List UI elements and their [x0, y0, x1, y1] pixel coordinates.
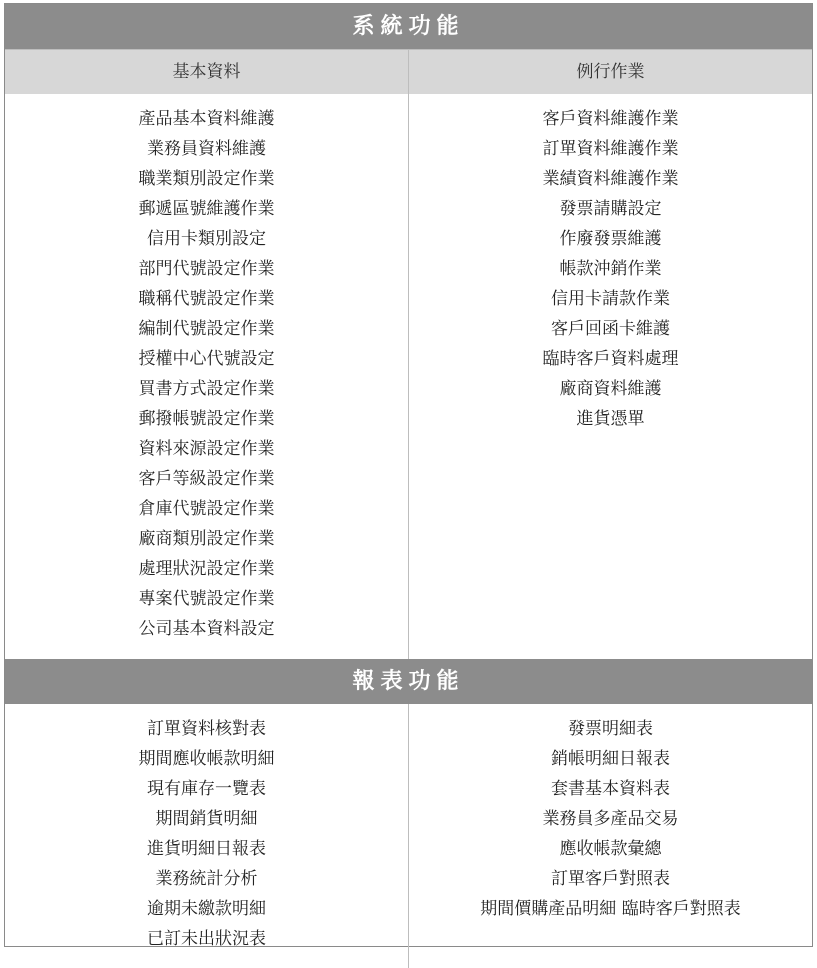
routine-operations-header: 例行作業 — [408, 50, 812, 94]
function-menu-table — [4, 3, 813, 947]
menu-item-link[interactable]: 產品基本資料維護 — [138, 109, 275, 129]
menu-item-link[interactable]: 信用卡類別設定 — [147, 229, 266, 249]
report-list-right — [408, 704, 812, 968]
system-column-headers — [5, 49, 812, 94]
menu-item-link[interactable]: 部門代號設定作業 — [138, 259, 275, 279]
menu-item-link[interactable]: 客戶資料維護作業 — [542, 109, 679, 129]
menu-item-link[interactable]: 發票明細表 — [568, 719, 653, 739]
menu-item-link[interactable]: 郵遞區號維護作業 — [138, 199, 275, 219]
menu-item-link[interactable]: 期間銷貨明細 — [155, 809, 258, 829]
routine-operations-list — [408, 94, 812, 659]
menu-item-link[interactable]: 業務員多產品交易 — [542, 809, 679, 829]
menu-item-link[interactable]: 逾期未繳款明細 — [147, 899, 266, 919]
menu-item-link[interactable]: 應收帳款彙總 — [559, 839, 662, 859]
menu-item-link[interactable]: 業績資料維護作業 — [542, 169, 679, 189]
menu-item-link[interactable]: 授權中心代號設定 — [138, 349, 275, 369]
menu-item-link[interactable]: 廠商資料維護 — [559, 379, 662, 399]
menu-item-link[interactable]: 套書基本資料表 — [551, 779, 670, 799]
system-functions-body — [5, 94, 812, 659]
menu-item-link[interactable]: 客戶等級設定作業 — [138, 469, 275, 489]
menu-item-link[interactable]: 職稱代號設定作業 — [138, 289, 275, 309]
menu-item-link[interactable]: 客戶回函卡維護 — [551, 319, 670, 339]
menu-item-link[interactable]: 期間應收帳款明細 — [138, 749, 275, 769]
menu-item-link[interactable]: 作廢發票維護 — [559, 229, 662, 249]
menu-item-link[interactable]: 臨時客戶資料處理 — [542, 349, 679, 369]
menu-item-link[interactable]: 業務統計分析 — [155, 869, 258, 889]
menu-item-link[interactable]: 處理狀況設定作業 — [138, 559, 275, 579]
menu-item-link[interactable]: 銷帳明細日報表 — [551, 749, 670, 769]
menu-item-link[interactable]: 業務員資料維護 — [147, 139, 266, 159]
menu-item-link[interactable]: 已訂未出狀況表 — [147, 929, 266, 949]
menu-item-link[interactable]: 期間價購產品明細 臨時客戶對照表 — [480, 899, 741, 919]
menu-item-link[interactable]: 郵撥帳號設定作業 — [138, 409, 275, 429]
menu-item-link[interactable]: 訂單客戶對照表 — [551, 869, 670, 889]
basic-data-header: 基本資料 — [172, 62, 241, 82]
report-functions-title: 報表功能 — [5, 659, 812, 704]
menu-item-link[interactable]: 職業類別設定作業 — [138, 169, 275, 189]
menu-item-link[interactable]: 發票請購設定 — [559, 199, 662, 219]
menu-item-link[interactable]: 訂單資料維護作業 — [542, 139, 679, 159]
menu-item-link[interactable]: 公司基本資料設定 — [138, 619, 275, 639]
menu-item-link[interactable]: 專案代號設定作業 — [138, 589, 275, 609]
system-functions-title: 系統功能 — [5, 4, 812, 49]
menu-item-link[interactable]: 資料來源設定作業 — [138, 439, 275, 459]
basic-data-list — [5, 94, 408, 659]
menu-item-link[interactable]: 進貨憑單 — [576, 409, 645, 429]
menu-item-link[interactable]: 帳款沖銷作業 — [559, 259, 662, 279]
menu-item-link[interactable]: 進貨明細日報表 — [147, 839, 266, 859]
menu-item-link[interactable]: 訂單資料核對表 — [147, 719, 266, 739]
menu-item-link[interactable]: 編制代號設定作業 — [138, 319, 275, 339]
menu-item-link[interactable]: 信用卡請款作業 — [551, 289, 670, 309]
report-functions-body — [5, 704, 812, 968]
menu-item-link[interactable]: 現有庫存一覽表 — [147, 779, 266, 799]
menu-item-link[interactable]: 買書方式設定作業 — [138, 379, 275, 399]
menu-item-link[interactable]: 倉庫代號設定作業 — [138, 499, 275, 519]
menu-item-link[interactable]: 廠商類別設定作業 — [138, 529, 275, 549]
report-list-left — [5, 704, 408, 968]
